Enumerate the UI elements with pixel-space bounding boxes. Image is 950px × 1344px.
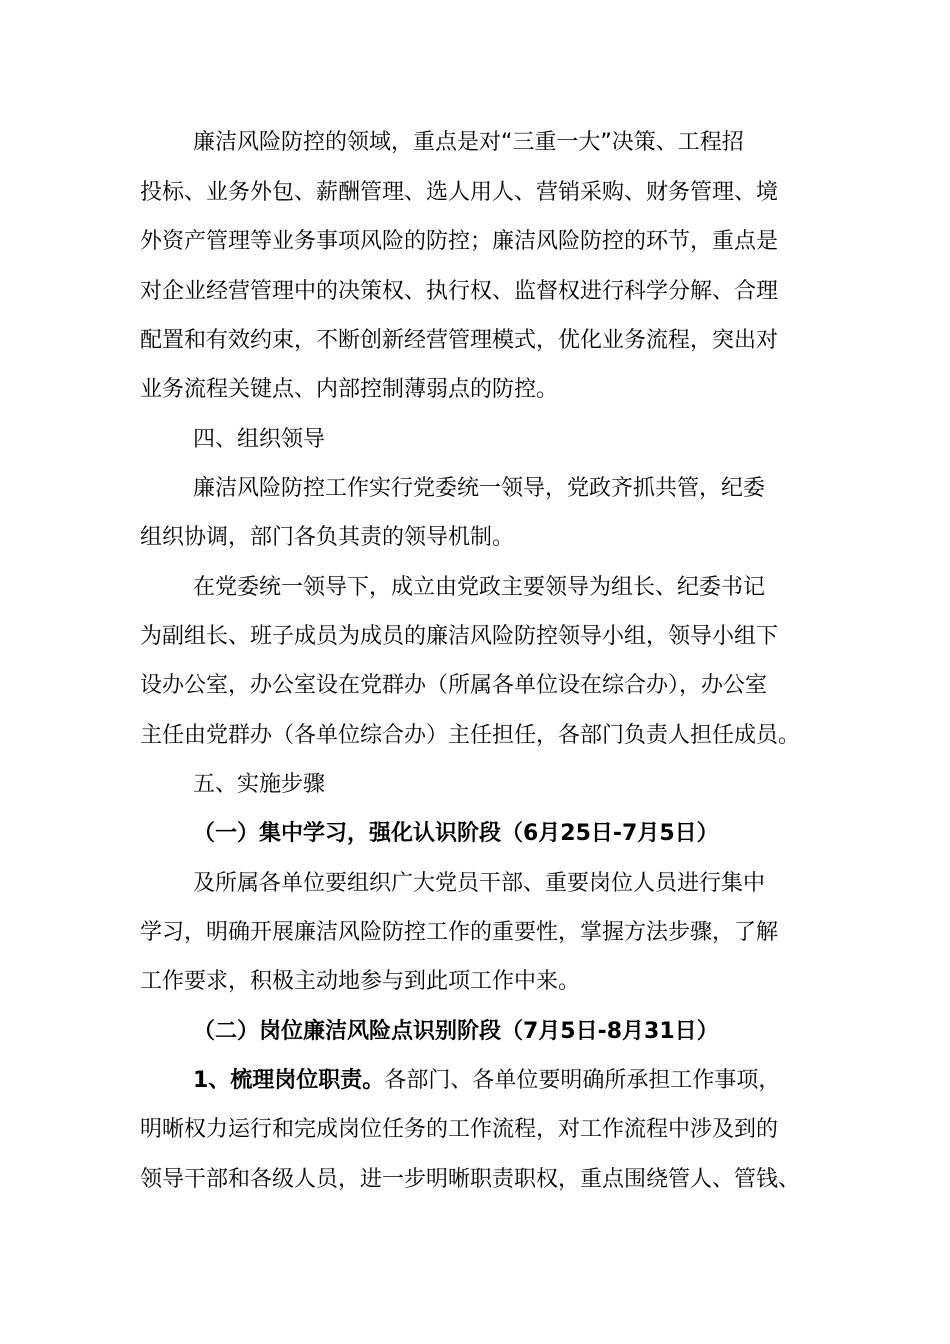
- paragraph-line: 对企业经营管理中的决策权、执行权、监督权进行科学分解、合理: [140, 279, 779, 304]
- paragraph-line: [193, 1066, 780, 1096]
- paragraph-line: 廉洁风险防控的领域，重点是对“三重一大”决策、工程招: [193, 130, 744, 155]
- section-heading: 四、组织领导: [193, 427, 326, 452]
- paragraph-line: 业务流程关键点、内部控制薄弱点的防控。: [140, 377, 559, 402]
- section-heading: 五、实施步骤: [193, 772, 326, 797]
- item-heading: 1、梳理岗位职责。: [193, 1068, 385, 1093]
- paragraph-line: 廉洁风险防控工作实行党委统一领导，党政齐抓共管，纪委: [193, 476, 766, 501]
- paragraph-line: 配置和有效约束，不断创新经营管理模式，优化业务流程，突出对: [140, 328, 779, 353]
- paragraph-line: 外资产管理等业务事项风险的防控；廉洁风险防控的环节，重点是: [140, 229, 779, 254]
- paragraph-line: 组织协调，部门各负其责的领导机制。: [140, 525, 515, 550]
- paragraph-line: 在党委统一领导下，成立由党政主要领导为组长、纪委书记: [193, 575, 766, 600]
- subsection-heading: （二）岗位廉洁风险点识别阶段（7月5日-8月31日）: [193, 1019, 719, 1044]
- item-text: 各部门、各单位要明确所承担工作事项，: [384, 1068, 781, 1093]
- paragraph-line: 明晰权力运行和完成岗位任务的工作流程，对工作流程中涉及到的: [140, 1117, 779, 1142]
- paragraph-line: 学习，明确开展廉洁风险防控工作的重要性，掌握方法步骤，了解: [140, 920, 779, 945]
- paragraph-line: 及所属各单位要组织广大党员干部、重要岗位人员进行集中: [193, 871, 766, 896]
- paragraph-line: 领导干部和各级人员，进一步明晰职责职权，重点围绕管人、管钱、: [140, 1167, 801, 1192]
- paragraph-line: 为副组长、班子成员为成员的廉洁风险防控领导小组，领导小组下: [140, 624, 779, 649]
- paragraph-line: 投标、业务外包、薪酬管理、选人用人、营销采购、财务管理、境: [140, 180, 779, 205]
- paragraph-line: 设办公室，办公室设在党群办（所属各单位设在综合办），办公室: [140, 673, 768, 698]
- paragraph-line: 主任由党群办（各单位综合办）主任担任，各部门负责人担任成员。: [140, 723, 801, 748]
- paragraph-line: 工作要求，积极主动地参与到此项工作中来。: [140, 969, 581, 994]
- subsection-heading: （一）集中学习，强化认识阶段（6月25日-7月5日）: [193, 821, 719, 846]
